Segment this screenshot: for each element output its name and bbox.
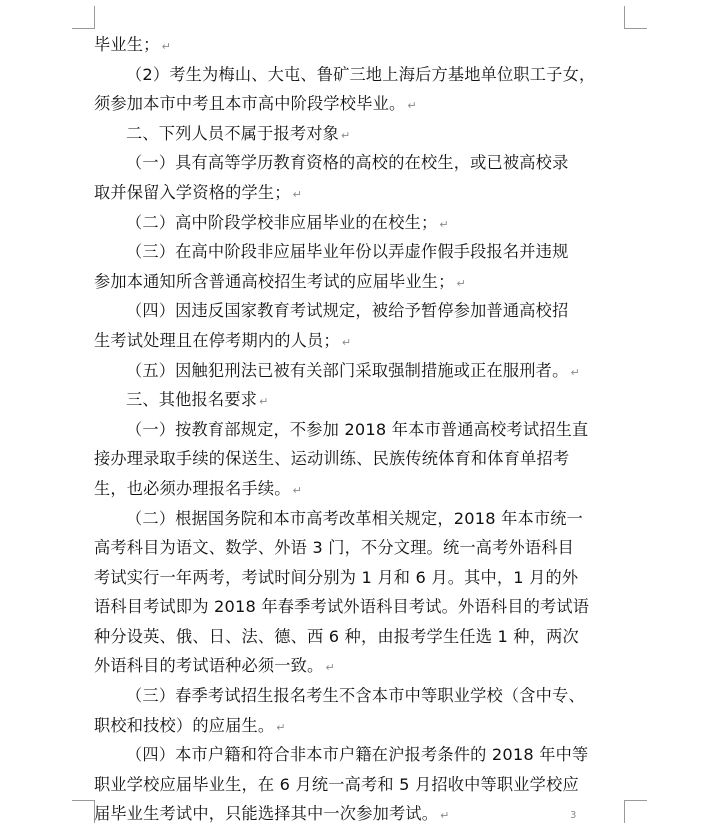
line-text: 考试实行一年两考，考试时间分别为 1 月和 6 月。其中，1 月的外 [94, 567, 579, 587]
paragraph-mark-icon: ↵ [325, 661, 335, 675]
line-text: 取并保留入学资格的学生； [94, 182, 291, 202]
text-line [94, 681, 624, 711]
text-line [94, 60, 624, 90]
line-text: （2）考生为梅山、大屯、鲁矿三地上海后方基地单位职工子女， [126, 64, 596, 84]
page-number: 3 [570, 810, 577, 821]
paragraph-mark-icon: ↵ [439, 217, 449, 231]
line-text: 毕业生； [94, 35, 160, 54]
paragraph-mark-icon: ↵ [341, 128, 351, 142]
crop-mark-bottom-right [624, 800, 647, 823]
line-text: （二）高中阶段学校非应届毕业的在校生； [126, 212, 438, 232]
text-line [94, 592, 624, 622]
line-text: 生，也必须办理报名手续。 [94, 478, 291, 498]
text-line [94, 504, 624, 534]
text-line [94, 89, 624, 119]
paragraph-mark-icon: ↵ [161, 40, 171, 53]
line-text: 种分设英、俄、日、法、德、西 6 种，由报考学生任选 1 种，两次 [94, 626, 579, 646]
crop-mark-top-left [72, 6, 95, 29]
document-body[interactable] [94, 30, 624, 829]
line-text: 高考科目为语文、数学、外语 3 门，不分文理。统一高考外语科目 [94, 538, 575, 558]
line-text: （二）根据国务院和本市高考改革相关规定，2018 年本市统一 [126, 508, 584, 528]
paragraph-mark-icon: ↵ [456, 276, 466, 290]
text-line [94, 385, 624, 415]
paragraph-mark-icon: ↵ [407, 99, 417, 113]
paragraph-mark-icon: ↵ [276, 720, 286, 734]
text-line [94, 474, 624, 504]
line-text: 语科目考试即为 2018 年春季考试外语科目考试。外语科目的考试语 [94, 597, 590, 617]
text-line [94, 444, 624, 474]
text-line [94, 237, 624, 267]
text-line [94, 178, 624, 208]
paragraph-mark-icon: ↵ [440, 809, 450, 823]
paragraph-mark-icon: ↵ [570, 365, 580, 379]
paragraph-mark-icon: ↵ [292, 187, 303, 201]
text-line [94, 30, 624, 60]
line-text: 生考试处理且在停考期内的人员； [94, 330, 340, 350]
line-text: 职业学校应届毕业生，在 6 月统一高考和 5 月招收中等职业学校应 [94, 774, 579, 794]
line-text: （三）春季考试招生报名考生不含本市中等职业学校（含中专、 [126, 686, 585, 706]
line-text: 职校和技校）的应届生。 [94, 715, 275, 735]
text-line [94, 208, 624, 238]
text-line [94, 770, 624, 800]
paragraph-mark-icon: ↵ [292, 483, 303, 497]
text-line [94, 148, 624, 178]
text-line [94, 533, 624, 563]
text-line [94, 356, 624, 386]
paragraph-mark-icon: ↵ [341, 335, 352, 349]
text-line [94, 267, 624, 297]
text-line [94, 415, 624, 445]
text-line [94, 296, 624, 326]
text-line [94, 563, 624, 593]
line-text: （一）按教育部规定，不参加 2018 年本市普通高校考试招生直 [126, 419, 589, 439]
line-text: 三、其他报名要求 [126, 390, 258, 410]
text-line [94, 622, 624, 652]
line-text: （一）具有高等学历教育资格的高校的在校生，或已被高校录 [126, 153, 569, 173]
line-text: 二、下列人员不属于报考对象 [126, 123, 340, 143]
line-text: （三）在高中阶段非应届毕业年份以弄虚作假手段报名并违规 [126, 242, 569, 262]
line-text: 参加本通知所含普通高校招生考试的应届毕业生； [94, 271, 455, 291]
text-line [94, 119, 624, 149]
text-line [94, 711, 624, 741]
text-line [94, 799, 624, 829]
line-text: 须参加本市中考且本市高中阶段学校毕业。 [94, 94, 406, 114]
crop-mark-bottom-left [72, 800, 95, 823]
crop-mark-top-right [624, 6, 647, 29]
text-line [94, 326, 624, 356]
paragraph-mark-icon: ↵ [259, 395, 269, 409]
text-line [94, 651, 624, 681]
line-text: 外语科目的考试语种必须一致。 [94, 656, 324, 676]
text-line [94, 740, 624, 770]
line-text: （四）本市户籍和符合非本市户籍在沪报考条件的 2018 年中等 [126, 745, 589, 765]
line-text: 届毕业生考试中，只能选择其中一次参加考试。 [94, 804, 439, 824]
line-text: （四）因违反国家教育考试规定，被给予暂停参加普通高校招 [126, 301, 569, 321]
line-text: 接办理录取手续的保送生、运动训练、民族传统体育和体育单招考 [94, 449, 570, 469]
line-text: （五）因触犯刑法已被有关部门采取强制措施或正在服刑者。 [126, 360, 569, 380]
